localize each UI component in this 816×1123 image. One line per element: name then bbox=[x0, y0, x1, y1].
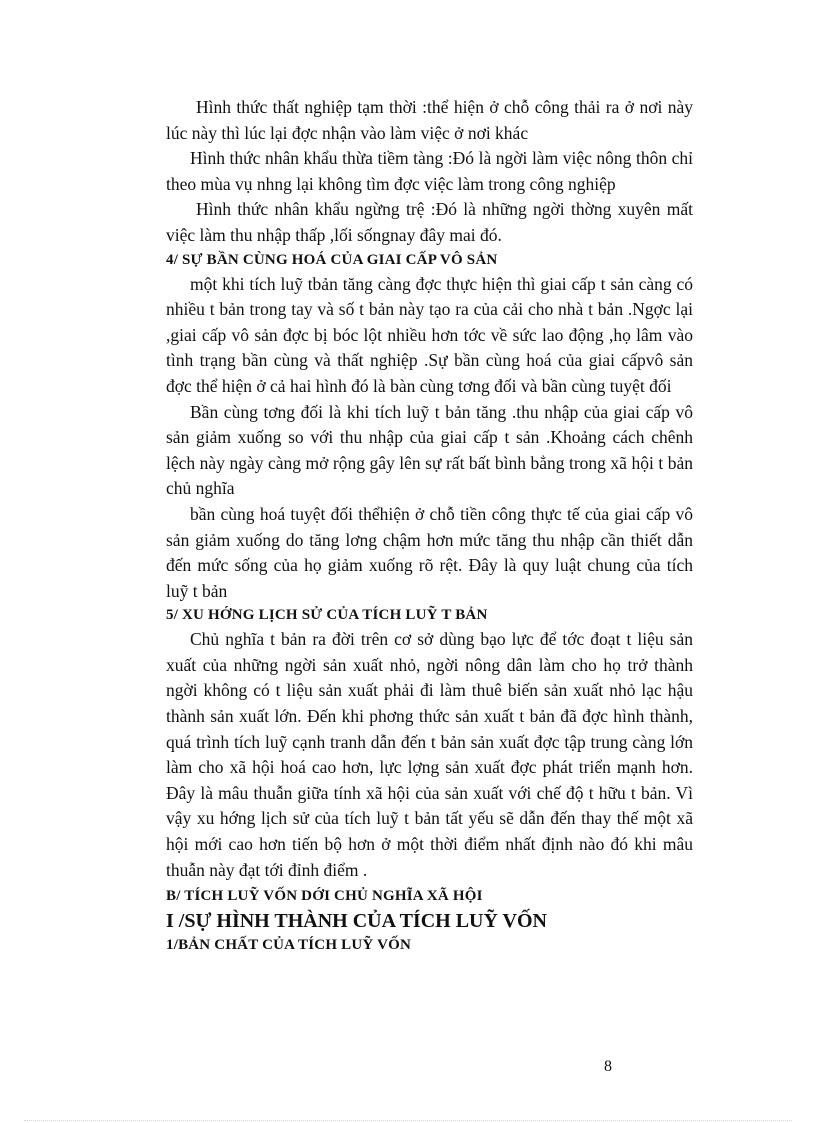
section-heading-b: B/ TÍCH LUỸ VỐN DỚI CHỦ NGHĨA XÃ HỘI bbox=[166, 888, 483, 905]
page-number: 8 bbox=[604, 1058, 612, 1075]
paragraph-temporary-unemployment: Hình thức thất nghiệp tạm thời :thể hiện ở chỗ công thải ra ở nơi này lúc này thì lúc lại đợc nhận vào làm việc ở nơi khác bbox=[166, 97, 693, 143]
section-heading-4: 4/ SỰ BẦN CÙNG HOÁ CỦA GIAI CẤP VÔ SẢN bbox=[166, 251, 498, 268]
section-heading-i: I /SỰ HÌNH THÀNH CỦA TÍCH LUỸ VỐN bbox=[166, 910, 547, 933]
section-heading-5: 5/ XU HỚNG LỊCH SỬ CỦA TÍCH LUỸ T BẢN bbox=[166, 607, 488, 624]
paragraph-relative-pauperization: Bần cùng tơng đối là khi tích luỹ t bản tăng .thu nhập của giai cấp vô sản giảm xuống so với thu nhập của giai cấp t sản .Khoảng cách chênh lệch này ngày càng mở rộng gây lên sự rất bất bình bẳng trong xã hội t bản chủ nghĩa bbox=[166, 401, 693, 499]
paragraph-latent-surplus-population: Hình thức nhân khẩu thừa tiềm tàng :Đó là ngời làm việc nông thôn chỉ theo mùa vụ nhng lại không tìm đợc việc làm trong công nghiệp bbox=[166, 148, 693, 194]
section-heading-1: 1/BẢN CHẤT CỦA TÍCH LUỸ VỐN bbox=[166, 937, 412, 954]
paragraph-pauperization-intro: một khi tích luỹ tbản tăng càng đợc thực hiện thì giai cấp t sản càng có nhiều t bản trong tay và số t bản này tạo ra của cải cho nhà t bản .Ngợc lại ,giai cấp vô sản đợc bị bóc lột nhiều hơn tớc về sức lao động ,họ lâm vào tình trạng bần cùng và thất nghiệp .Sự bần cùng hoá của giai cấpvô sản đợc thể hiện ở cả hai hình đó là bàn cùng tơng đối và bần cùng tuyệt đối bbox=[166, 273, 693, 396]
page-body bbox=[166, 95, 693, 957]
paragraph-historical-tendency: Chủ nghĩa t bản ra đời trên cơ sở dùng bạo lực để tớc đoạt t liệu sản xuất của những ngời sản xuất nhỏ, ngời nông dân làm cho họ trở thành ngời không có t liệu sản xuất phải đi làm thuê biến sản xuất nhỏ lạc hậu thành sản xuất lớn. Đến khi phơng thức sản xuất t bản đã đợc hình thành, quá trình tích luỹ cạnh tranh dẫn đến t bản sản xuất đợc tập trung càng lớn làm cho xã hội hoá cao hơn, lực lợng sản xuất đợc phát triển mạnh hơn. Đây là mâu thuẫn giữa tính xã hội của sản xuất với chế độ t hữu t bản. Vì vậy xu hớng lịch sử của tích luỹ t bản tất yếu sẽ dẫn đến thay thế một xã hội mới cao hơn tiến bộ hơn ở một thời điểm nhất định nào đó khi mâu thuẫn này đạt tới đỉnh điểm . bbox=[166, 629, 693, 880]
paragraph-stagnant-population: Hình thức nhân khẩu ngừng trệ :Đó là những ngời thờng xuyên mất việc làm thu nhập thấp ,lối sốngnay đây mai đó. bbox=[166, 199, 693, 245]
page-bottom-divider bbox=[24, 1120, 792, 1121]
paragraph-absolute-pauperization: bần cùng hoá tuyệt đối thểhiện ở chỗ tiền công thực tế của giai cấp vô sản giảm xuống do tăng lơng chậm hơn mức tăng thu nhập cần thiết dẫn đến mức sống của họ giảm xuống rõ rệt. Đây là quy luật chung của tích luỹ t bản bbox=[166, 503, 693, 601]
